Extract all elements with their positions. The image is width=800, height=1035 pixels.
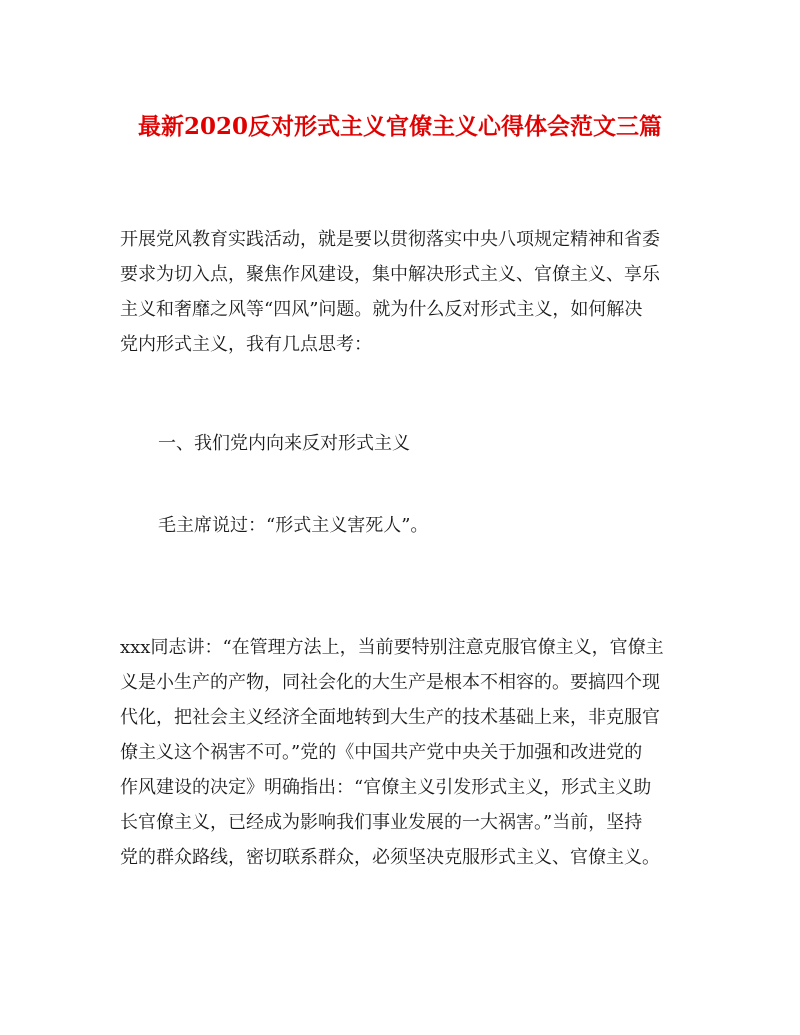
page-title: 最新2020反对形式主义官僚主义心得体会范文三篇 bbox=[137, 113, 662, 140]
intro-paragraph bbox=[120, 222, 680, 362]
mao-quote-paragraph: 毛主席说过：“形式主义害死人”。 bbox=[158, 515, 429, 536]
quote-line: 义是小生产的产物，同社会化的大生产是根本不相容的。要搞四个现 bbox=[120, 672, 660, 693]
intro-line: 党内形式主义，我有几点思考： bbox=[120, 334, 372, 355]
intro-line: 要求为切入点，聚焦作风建设，集中解决形式主义、官僚主义、享乐 bbox=[120, 264, 660, 285]
intro-line: 开展党风教育实践活动，就是要以贯彻落实中央八项规定精神和省委 bbox=[120, 229, 660, 250]
quote-line: xxx同志讲：“在管理方法上，当前要特别注意克服官僚主义，官僚主 bbox=[120, 637, 664, 658]
quote-line: 党的群众路线，密切联系群众，必须坚决克服形式主义、官僚主义。 bbox=[120, 847, 660, 868]
quote-line: 僚主义这个祸害不可。”党的《中国共产党中央关于加强和改进党的 bbox=[120, 742, 643, 763]
quote-line: 长官僚主义，已经成为影响我们事业发展的一大祸害。”当前，坚持 bbox=[120, 812, 643, 833]
quote-paragraph bbox=[120, 630, 680, 875]
section-heading: 一、我们党内向来反对形式主义 bbox=[158, 433, 410, 454]
quote-line: 作风建设的决定》明确指出：“官僚主义引发形式主义，形式主义助 bbox=[120, 777, 652, 798]
quote-line: 代化，把社会主义经济全面地转到大生产的技术基础上来，非克服官 bbox=[120, 707, 660, 728]
intro-line: 主义和奢靡之风等“四风”问题。就为什么反对形式主义，如何解决 bbox=[120, 299, 643, 320]
